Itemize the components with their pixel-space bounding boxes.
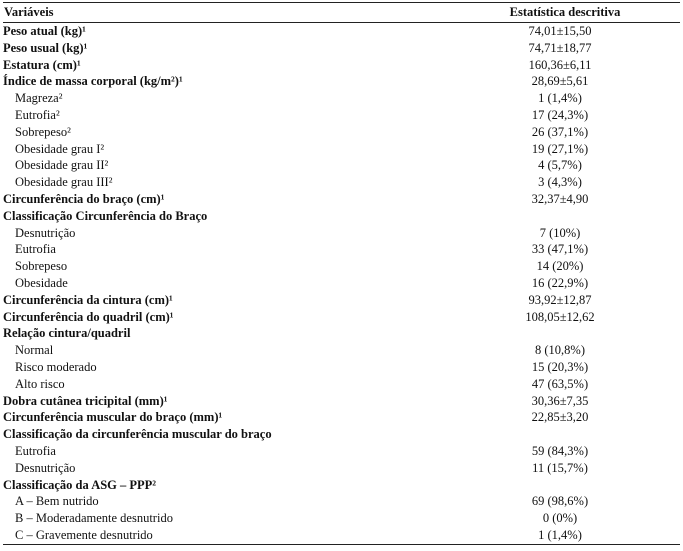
row-label: Magreza² [15, 91, 63, 106]
row-value [440, 426, 680, 443]
row-value: 33 (47,1%) [531, 242, 589, 257]
table-row [3, 426, 680, 443]
table-row [3, 477, 680, 494]
header-estatistica: Estatística descritiva [509, 5, 621, 19]
table-row [3, 443, 680, 460]
row-label: Circunferência do quadril (cm)¹ [3, 309, 174, 324]
row-label: Desnutrição [15, 460, 76, 475]
row-label: C – Gravemente desnutrido [15, 527, 153, 542]
row-value: 28,69±5,61 [531, 74, 589, 89]
row-label: Desnutrição [15, 225, 76, 240]
row-label: Obesidade grau III² [15, 175, 113, 190]
table-row [3, 258, 680, 275]
row-label: Classificação da ASG – PPP² [3, 477, 157, 492]
row-value: 59 (84,3%) [531, 443, 589, 458]
row-label: Eutrofia [15, 242, 56, 257]
row-value: 47 (63,5%) [531, 376, 589, 391]
row-value: 17 (24,3%) [531, 107, 589, 122]
row-value: 1 (1,4%) [538, 527, 582, 542]
table-row [3, 376, 680, 393]
table-row [3, 157, 680, 174]
row-value: 30,36±7,35 [531, 393, 589, 408]
row-value: 3 (4,3%) [538, 175, 582, 190]
row-label: Eutrofia [15, 443, 56, 458]
row-label: Sobrepeso² [15, 124, 71, 139]
table-row [3, 57, 680, 74]
row-label: Classificação da circunferência muscular do braço [3, 427, 272, 442]
row-label: Classificação Circunferência do Braço [3, 208, 208, 223]
table-row [3, 292, 680, 309]
row-label: Obesidade grau II² [15, 158, 109, 173]
row-value: 16 (22,9%) [531, 275, 589, 290]
row-value: 26 (37,1%) [531, 124, 589, 139]
row-value: 32,37±4,90 [531, 191, 589, 206]
table-row [3, 359, 680, 376]
row-label: Sobrepeso [15, 259, 68, 274]
row-value: 15 (20,3%) [531, 359, 589, 374]
table-row [3, 191, 680, 208]
table-row [3, 393, 680, 410]
row-value: 14 (20%) [536, 259, 584, 274]
table-row [3, 225, 680, 242]
row-value: 4 (5,7%) [538, 158, 582, 173]
row-label: Obesidade [15, 275, 68, 290]
row-label: Dobra cutânea tricipital (mm)¹ [3, 393, 168, 408]
row-value: 1 (1,4%) [538, 91, 582, 106]
table-row [3, 90, 680, 107]
table-row [3, 73, 680, 90]
row-value [440, 325, 680, 342]
table-row [3, 493, 680, 510]
row-value: 0 (0%) [542, 511, 578, 526]
row-label: Peso atual (kg)¹ [3, 24, 86, 38]
table-row [3, 409, 680, 426]
row-label: Peso usual (kg)¹ [3, 40, 88, 55]
header-variaveis: Variáveis [4, 5, 54, 19]
row-value: 19 (27,1%) [531, 141, 589, 156]
table-row [3, 141, 680, 158]
row-value: 93,92±12,87 [528, 292, 592, 307]
table-row [3, 107, 680, 124]
row-value: 108,05±12,62 [525, 309, 595, 324]
table-body [3, 23, 680, 545]
table-row [3, 208, 680, 225]
row-value: 7 (10%) [539, 225, 581, 240]
row-value: 22,85±3,20 [531, 410, 589, 425]
row-label: Normal [15, 343, 54, 358]
table-row [3, 342, 680, 359]
row-value: 74,71±18,77 [528, 40, 592, 55]
table-row [3, 527, 680, 545]
row-value: 160,36±6,11 [528, 57, 592, 72]
row-label: Obesidade grau I² [15, 141, 105, 156]
row-label: Relação cintura/quadril [3, 326, 131, 341]
row-value [440, 208, 680, 225]
table-row [3, 241, 680, 258]
table-row [3, 325, 680, 342]
table-header [3, 2, 680, 23]
table-row [3, 309, 680, 326]
row-label: Alto risco [15, 376, 65, 391]
row-label: B – Moderadamente desnutrido [15, 511, 173, 526]
table-row [3, 275, 680, 292]
row-label: Circunferência muscular do braço (mm)¹ [3, 410, 223, 425]
table-row [3, 23, 680, 40]
row-label: A – Bem nutrido [15, 494, 99, 509]
row-label: Eutrofia² [15, 107, 60, 122]
row-label: Risco moderado [15, 359, 97, 374]
descriptive-statistics-table [3, 2, 680, 545]
row-label: Índice de massa corporal (kg/m²)¹ [3, 74, 183, 89]
table-row [3, 510, 680, 527]
row-value [440, 477, 680, 494]
table-row [3, 124, 680, 141]
row-value: 11 (15,7%) [532, 460, 588, 475]
table-row [3, 174, 680, 191]
row-value: 69 (98,6%) [531, 494, 589, 509]
row-label: Circunferência da cintura (cm)¹ [3, 292, 173, 307]
table-row [3, 40, 680, 57]
row-value: 74,01±15,50 [528, 24, 592, 38]
row-label: Circunferência do braço (cm)¹ [3, 191, 165, 206]
row-value: 8 (10,8%) [535, 343, 585, 358]
row-label: Estatura (cm)¹ [3, 57, 81, 72]
table-row [3, 460, 680, 477]
